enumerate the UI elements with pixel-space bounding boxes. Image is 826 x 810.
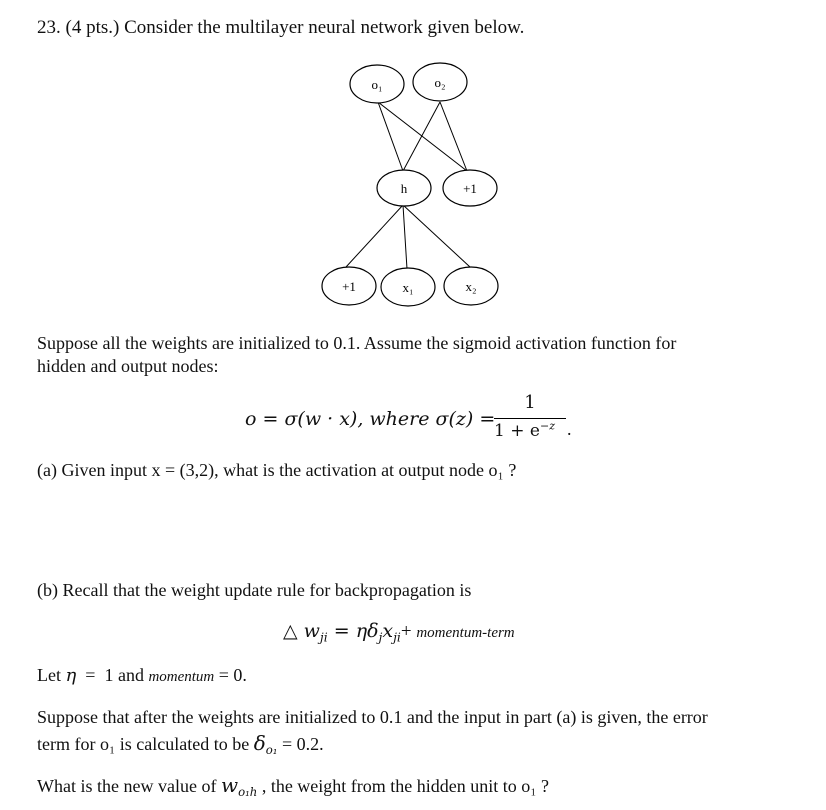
edge-h-x1 xyxy=(403,205,407,269)
suppose-line-1: Suppose that after the weights are initialized to 0.1 and the input in part (a) is given, the error xyxy=(37,707,708,727)
fraction-bar xyxy=(494,418,566,419)
network-diagram xyxy=(0,0,826,330)
edge-h-x2 xyxy=(403,205,470,267)
label-x2: x₂ xyxy=(465,279,477,294)
edge-o2-h xyxy=(403,102,440,171)
formula-numerator: 1 xyxy=(524,392,536,413)
final-question: What is the new value of $w_{o_1h}$ , the weight from the hidden unit to o₁ ? xyxy=(37,773,550,800)
label-bias-input: +1 xyxy=(342,279,356,294)
formula-exponent: −z xyxy=(539,419,556,433)
label-bias-hidden: +1 xyxy=(463,181,477,196)
formula-denominator: $1 + e^{-z}$ xyxy=(494,419,556,441)
formula-period: . xyxy=(567,419,572,439)
suppose-line-2: term for o₁ is calculated to be $\delta_{o_1} = 0.2$. xyxy=(37,731,324,758)
label-h: h xyxy=(400,181,408,196)
label-o2: o₂ xyxy=(434,75,446,90)
formula-lhs: o = σ(w · x), where σ(z) = xyxy=(245,408,496,430)
edge-o1-h xyxy=(378,102,403,171)
question-title: 23. (4 pts.) Consider the multilayer neural network given below. xyxy=(37,17,525,38)
label-x1: x₁ xyxy=(402,280,414,295)
label-o1: o₁ xyxy=(371,77,383,92)
part-b: (b) Recall that the weight update rule for backpropagation is xyxy=(37,580,472,600)
let-line: Let η = 1 and momentum = 0. xyxy=(37,665,247,686)
formula-fraction xyxy=(494,394,566,440)
edge-h-bias xyxy=(346,205,403,267)
part-a: (a) Given input x = (3,2), what is the activation at output node o₁ ? xyxy=(37,460,517,480)
intro-line-1: Suppose all the weights are initialized to 0.1. Assume the sigmoid activation function for xyxy=(37,333,677,353)
intro-line-2: hidden and output nodes: xyxy=(37,356,219,376)
update-rule: △ $w_{ji} = \eta\delta_jx_{ji}+$ momentum-term xyxy=(283,620,515,645)
